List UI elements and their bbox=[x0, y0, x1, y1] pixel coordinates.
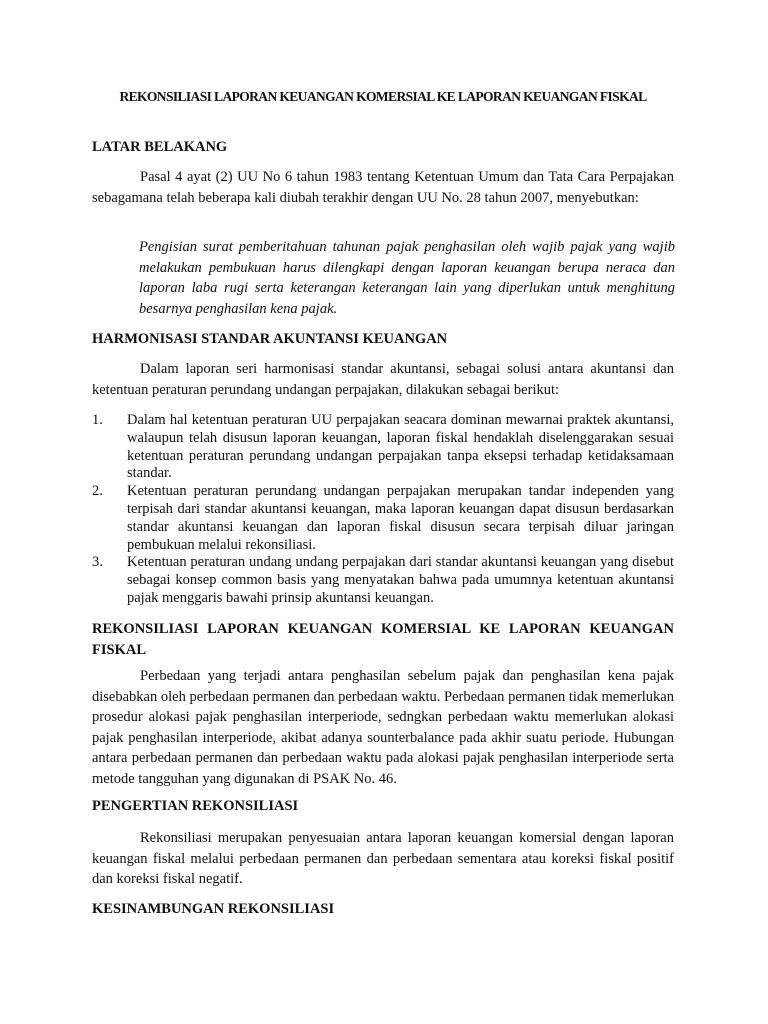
list-item-text: Dalam hal ketentuan peraturan UU perpajakan seacara dominan mewarnai praktek akuntansi, walaupun telah disusun laporan keuangan, laporan fiskal hendaklah diselenggarakan sesuai ketentuan peraturan perundang undangan perpajakan tanpa eksepsi terhadap ketidaksamaan standar. bbox=[127, 412, 674, 482]
paragraph-rekonsiliasi-laporan: Perbedaan yang terjadi antara penghasilan sebelum pajak dan penghasilan kena pajak disebabkan oleh perbedaan permanen dan perbedaan waktu. Perbedaan permanen tidak memerlukan prosedur alokasi pajak penghasilan interperiode, sedngkan perbedaan waktu memerlukan alokasi pajak penghasilan interperiode, akibat adanya sounterbalance pada akhir suatu periode. Hubungan antara perbedaan permanen dan perbedaan waktu pada alokasi pajak penghasilan interperiode serta metode tangguhan yang digunakan di PSAK No. 46. bbox=[92, 668, 674, 787]
list-item-number: 2. bbox=[92, 483, 103, 500]
section-heading-pengertian-rekonsiliasi: PENGERTIAN REKONSILIASI bbox=[92, 798, 299, 814]
section-heading-harmonisasi: HARMONISASI STANDAR AKUNTANSI KEUANGAN bbox=[92, 331, 448, 347]
list-item-number: 1. bbox=[92, 412, 103, 428]
section-heading-rekonsiliasi-laporan bbox=[92, 619, 674, 661]
paragraph-harmonisasi: Dalam laporan seri harmonisasi standar akuntansi, sebagai solusi antara akuntansi dan ketentuan peraturan perundang undangan perpajakan, dilakukan sebagai berikut: bbox=[92, 361, 674, 398]
list-item bbox=[92, 412, 674, 483]
list-item-text: Ketentuan peraturan perundang undangan perpajakan merupakan tandar independen yang terpisah dari standar akuntansi keuangan, maka laporan keuangan dapat disusun berdasarkan standar akuntansi keuangan dan laporan fiskal disusun secara terpisah diluar jaringan pembukuan melalui rekonsiliasi. bbox=[127, 483, 674, 553]
harmonisasi-list bbox=[92, 412, 674, 608]
quote-pasal-4: Pengisian surat pemberitahuan tahunan pajak penghasilan oleh wajib pajak yang wajib melakukan pembukuan harus dilengkapi dengan laporan keuangan berupa neraca dan laporan laba rugi serta keterangan keterangan lain yang diperlukan untuk menghitung besarnya penghasilan kena pajak. bbox=[139, 239, 675, 317]
document-title: REKONSILIASI LAPORAN KEUANGAN KOMERSIAL KE LAPORAN KEUANGAN FISKAL bbox=[119, 89, 647, 104]
list-item-number: 3. bbox=[92, 554, 103, 571]
paragraph-latar-belakang: Pasal 4 ayat (2) UU No 6 tahun 1983 tentang Ketentuan Umum dan Tata Cara Perpajakan sebagamana telah beberapa kali diubah terakhir dengan UU No. 28 tahun 2007, menyebutkan: bbox=[92, 169, 674, 206]
section-heading-kesinambungan: KESINAMBUNGAN REKONSILIASI bbox=[92, 901, 335, 917]
list-item bbox=[92, 554, 674, 607]
section-heading-text: REKONSILIASI LAPORAN KEUANGAN KOMERSIAL KE LAPORAN KEUANGAN FISKAL bbox=[92, 621, 674, 658]
list-item bbox=[92, 483, 674, 554]
paragraph-pengertian-rekonsiliasi: Rekonsiliasi merupakan penyesuaian antara laporan keuangan komersial dengan laporan keuangan fiskal melalui perbedaan permanen dan perbedaan sementara atau koreksi fiskal positif dan koreksi fiskal negatif. bbox=[92, 830, 674, 887]
section-heading-latar-belakang: LATAR BELAKANG bbox=[92, 139, 228, 155]
list-item-text: Ketentuan peraturan undang undang perpajakan dari standar akuntansi keuangan yang disebut sebagai konsep common basis yang menyatakan bahwa pada umumnya ketentuan akuntansi pajak menggaris bawahi prinsip akuntansi keuangan. bbox=[127, 554, 674, 606]
